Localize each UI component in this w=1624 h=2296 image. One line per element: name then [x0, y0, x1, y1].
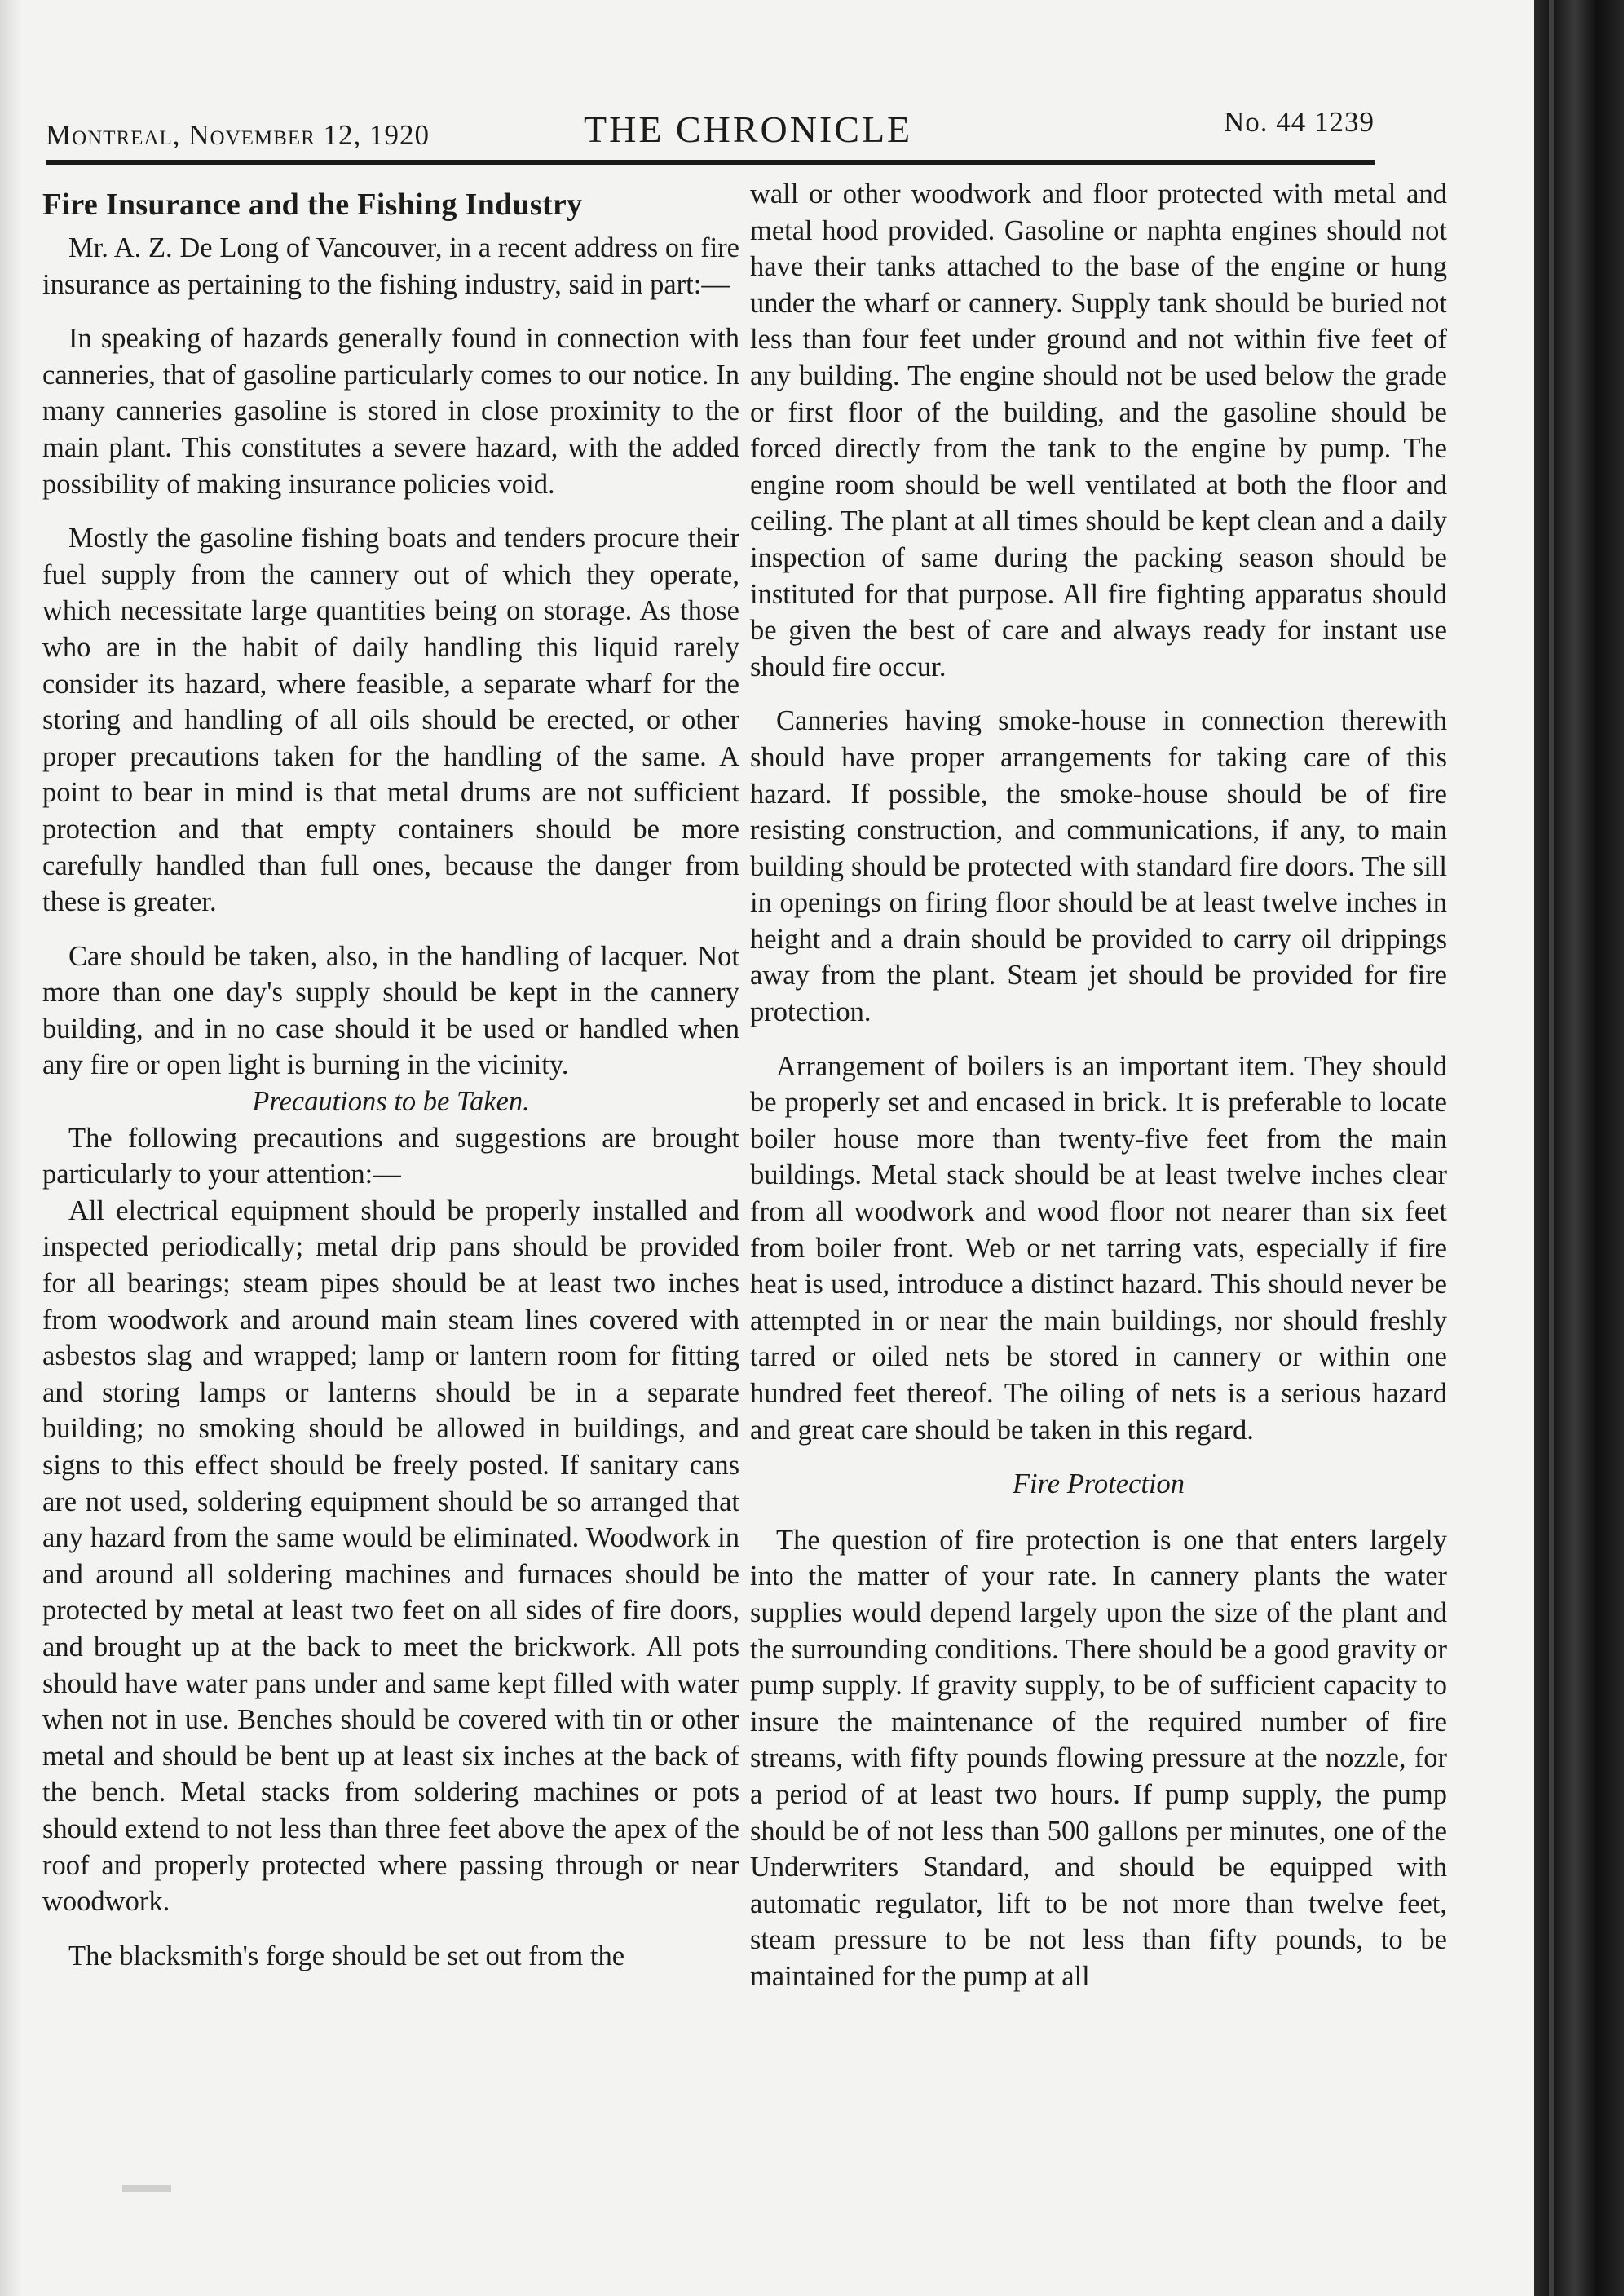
header-publication-title: THE CHRONICLE: [584, 108, 913, 150]
paragraph: Mostly the gasoline fishing boats and tenders procure their fuel supply from the cannery out of which they operate, which necessitate large quantities being on storage. As those who are in the habit of daily handling this liquid rarely consider its hazard, where feasible, a separate wharf for the storing and handling of all oils should be erected, or other proper precautions taken for the handling of the same. A point to bear in mind is that metal drums are not sufficient protection and that empty containers should be more carefully handled than full ones, because the danger from these is greater.: [42, 523, 739, 918]
section-subheading: Precautions to be Taken.: [252, 1086, 530, 1118]
header-rule: [46, 160, 1375, 165]
header-dateline: Montreal, November 12, 1920: [46, 119, 430, 151]
print-smudge: [122, 2185, 171, 2192]
binding-highlight: [1549, 0, 1554, 2296]
paragraph: The blacksmith's forge should be set out from the: [68, 1940, 625, 1971]
paragraph: Canneries having smoke-house in connection therewith should have proper arrangements for taking care of this hazard. If possible, the smoke-house should be of fire resisting construction, and communications, if any, to main building should be protected with standard fire doors. The sill in openings on firing floor should be at least twelve inches in height and a drain should be provided to carry oil drippings away from the plant. Steam jet should be provided for fire protection.: [750, 705, 1447, 1028]
article-column-right: [750, 176, 1447, 1995]
paragraph: All electrical equipment should be properly installed and inspected periodically; metal drip pans should be provided for all bearings; steam pipes should be at least two inches from woodwork and around main steam lines covered with asbestos slag and wrapped; lamp or lantern room for fitting and storing lamps or lanterns should be in a separate building; no smoking should be allowed in buildings, and signs to this effect should be freely posted. If sanitary cans are not used, soldering equipment should be so arranged that any hazard from the same would be eliminated. Woodwork in and around all soldering machines and furnaces should be protected by metal at least two feet on all sides of fire doors, and brought up at the back to meet the brickwork. All pots should have water pans under and same kept filled with water when not in use. Benches should be covered with tin or other metal and should be bent up at least six inches at the back of the bench. Metal stacks from soldering machines or pots should extend to not less than three feet above the apex of the roof and properly protected where passing through or near woodwork.: [42, 1194, 739, 1918]
paragraph: The following precautions and suggestions are brought particularly to your attention:—: [42, 1122, 739, 1190]
header-issue-page: No. 44 1239: [1223, 106, 1375, 138]
paragraph: Mr. A. Z. De Long of Vancouver, in a recent address on fire insurance as pertaining to the fishing industry, said in part:—: [42, 232, 739, 300]
page-header: [46, 96, 1375, 155]
paragraph: Arrangement of boilers is an important item. They should be properly set and encased in brick. It is preferable to locate boiler house more than twenty-five feet from the main buildings. Metal stack should be at least twelve inches clear from all woodwork and wood floor not nearer than six feet from boiler front. Web or net tarring vats, especially if fire heat is used, introduce a distinct hazard. This should never be attempted in or near the main buildings, nor should freshly tarred or oiled nets be stored in cannery or within one hundred feet thereof. The oiling of nets is a serious hazard and great care should be taken in this regard.: [750, 1050, 1447, 1446]
article-column-left: [42, 176, 739, 1974]
paragraph: Care should be taken, also, in the handling of lacquer. Not more than one day's supply should be kept in the cannery building, and in no case should it be used or handled when any fire or open light is burning in the vicinity.: [42, 940, 739, 1081]
paragraph: The question of fire protection is one that enters largely into the matter of your rate. In cannery plants the water supplies would depend largely upon the size of the plant and the surrounding conditions. There should be a good gravity or pump supply. If gravity supply, to be of sufficient capacity to insure the maintenance of the required number of fire streams, with fifty pounds flowing pressure at the nozzle, for a period of at least two hours. If pump supply, the pump should be of not less than 500 gallons per minutes, one of the Underwriters Standard, and should be equipped with automatic regulator, lift to be not more than twelve feet, steam pressure to be not less than fifty pounds, to be maintained for the pump at all: [750, 1524, 1447, 1992]
page-edge-shadow: [0, 0, 21, 2296]
paragraph-continued: wall or other woodwork and floor protected with metal and metal hood provided. Gasoline or naphta engines should not have their tanks attached to the base of the engine or hung under the wharf or cannery. Supply tank should be buried not less than four feet under ground and not within five feet of any building. The engine should not be used below the grade or first floor of the building, and the gasoline should be forced directly from the tank to the engine by pump. The engine room should be well ventilated at both the floor and ceiling. The plant at all times should be kept clean and a daily inspection of same during the packing season should be instituted for that purpose. All fire fighting apparatus should be given the best of care and always ready for instant use should fire occur.: [750, 179, 1447, 682]
paragraph: In speaking of hazards generally found in connection with canneries, that of gasoline particularly comes to our notice. In many canneries gasoline is stored in close proximity to the main plant. This constitutes a severe hazard, with the added possibility of making insurance policies void.: [42, 323, 739, 500]
section-subheading: Fire Protection: [1012, 1468, 1185, 1500]
book-binding-edge: [1534, 0, 1624, 2296]
article-title: Fire Insurance and the Fishing Industry: [42, 188, 583, 222]
